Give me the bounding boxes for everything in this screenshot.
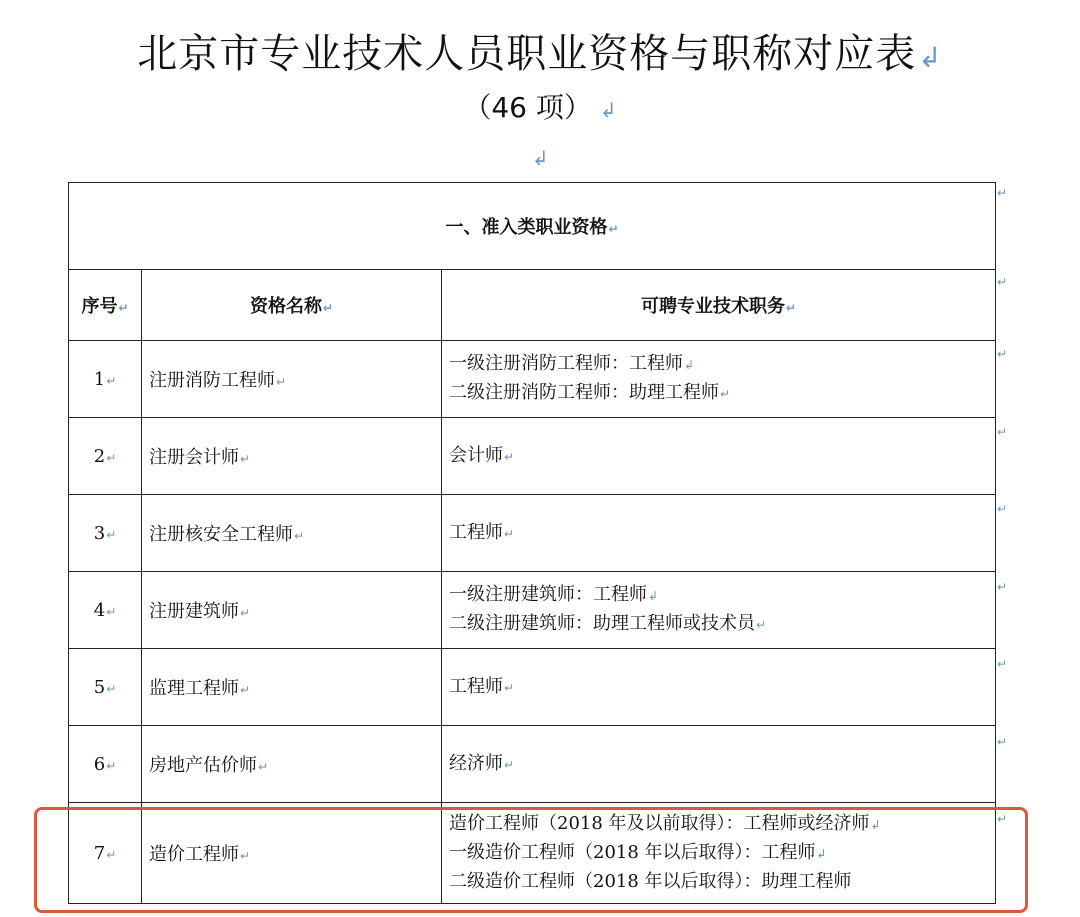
row-end-mark-icon: ↵ <box>997 425 1008 439</box>
row-num: 1 <box>93 368 106 390</box>
document-subtitle-text: （46 项） <box>463 91 592 124</box>
section-title-cell <box>69 183 996 270</box>
cell-mark-icon: ↵ <box>106 604 117 619</box>
row-num-cell <box>69 726 142 803</box>
row-num: 5 <box>93 676 106 698</box>
row-end-mark-icon: ↵ <box>997 735 1008 749</box>
role-text: 一级注册建筑师：工程师 <box>449 584 647 605</box>
role-text: 二级注册消防工程师：助理工程师 <box>449 382 719 403</box>
header-name: 资格名称 <box>249 296 322 317</box>
row-name-cell <box>142 726 442 803</box>
line-break-icon: ↲ <box>816 847 827 861</box>
header-role: 可聘专业技术职务 <box>640 296 785 317</box>
role-line <box>449 581 995 610</box>
cell-mark-icon: ↵ <box>240 683 251 697</box>
row-end-mark-icon: ↵ <box>997 812 1008 826</box>
paragraph-mark-icon: ↲ <box>918 41 943 74</box>
qualification-table <box>68 182 996 904</box>
role-text: 造价工程师（2018 年及以前取得）：工程师或经济师 <box>449 813 870 834</box>
cell-mark-icon: ↵ <box>504 526 515 541</box>
row-role-cell <box>442 803 996 904</box>
line-break-icon: ↲ <box>870 818 881 832</box>
row-num-cell <box>69 341 142 418</box>
cell-mark-icon: ↵ <box>240 452 251 466</box>
qualification-name: 房地产估价师 <box>149 755 257 776</box>
cell-mark-icon: ↵ <box>118 301 129 315</box>
cell-mark-icon: ↵ <box>106 527 117 542</box>
cell-mark-icon: ↵ <box>258 760 269 774</box>
cell-mark-icon: ↵ <box>785 301 797 315</box>
qualification-name: 注册核安全工程师 <box>149 524 293 545</box>
role-line <box>449 350 995 379</box>
role-line <box>449 750 995 779</box>
role-text: 工程师 <box>449 521 503 543</box>
row-role-cell <box>442 418 996 495</box>
cell-mark-icon: ↵ <box>240 606 251 620</box>
row-role-cell <box>442 341 996 418</box>
row-role-cell <box>442 495 996 572</box>
qualification-name: 注册建筑师 <box>149 601 239 622</box>
row-end-mark-icon: ↵ <box>997 347 1008 361</box>
row-end-mark-icon: ↵ <box>997 580 1008 594</box>
header-num-cell <box>69 270 142 341</box>
role-line <box>449 610 995 639</box>
row-name-cell <box>142 649 442 726</box>
line-break-icon: ↲ <box>648 589 659 603</box>
row-name-cell <box>142 341 442 418</box>
row-end-mark-icon: ↵ <box>997 502 1008 516</box>
cell-mark-icon: ↵ <box>504 680 515 695</box>
column-header-row <box>69 270 996 341</box>
role-line <box>449 379 995 408</box>
row-name-cell <box>142 572 442 649</box>
row-num-cell <box>69 418 142 495</box>
row-end-mark-icon: ↵ <box>997 186 1008 200</box>
row-num: 6 <box>93 753 106 775</box>
table-row <box>69 341 996 418</box>
row-end-mark-icon: ↵ <box>997 275 1008 289</box>
qualification-name: 注册消防工程师 <box>149 370 275 391</box>
cell-mark-icon: ↵ <box>106 758 117 773</box>
row-num-cell <box>69 495 142 572</box>
role-line <box>449 810 995 839</box>
header-name-cell <box>142 270 442 341</box>
cell-mark-icon: ↵ <box>106 450 117 465</box>
line-break-icon: ↲ <box>684 358 695 372</box>
section-header-row <box>69 183 996 270</box>
cell-mark-icon: ↵ <box>608 222 619 236</box>
document-title-text: 北京市专业技术人员职业资格与职称对应表 <box>137 31 917 77</box>
cell-mark-icon: ↵ <box>720 387 731 401</box>
document-title <box>0 22 1080 79</box>
role-text: 会计师 <box>449 444 503 466</box>
paragraph-mark-icon: ↲ <box>532 146 549 170</box>
cell-mark-icon: ↵ <box>106 373 117 388</box>
cell-mark-icon: ↵ <box>504 449 515 464</box>
row-num-cell <box>69 649 142 726</box>
table-row <box>69 649 996 726</box>
role-text: 一级注册消防工程师：工程师 <box>449 353 683 374</box>
row-role-cell <box>442 726 996 803</box>
role-text: 经济师 <box>449 752 503 774</box>
row-num: 4 <box>93 599 106 621</box>
cell-mark-icon: ↵ <box>504 757 515 772</box>
cell-mark-icon: ↵ <box>322 301 334 315</box>
row-num-cell <box>69 803 142 904</box>
row-num-cell <box>69 572 142 649</box>
table-row <box>69 572 996 649</box>
row-name-cell <box>142 418 442 495</box>
header-num: 序号 <box>81 296 118 317</box>
row-num: 2 <box>93 445 106 467</box>
role-line <box>449 868 995 896</box>
cell-mark-icon: ↵ <box>276 375 287 389</box>
qualification-name: 造价工程师 <box>149 844 239 865</box>
paragraph-mark-icon: ↲ <box>599 98 617 122</box>
role-line <box>449 442 995 471</box>
cell-mark-icon: ↵ <box>756 618 767 632</box>
row-num: 3 <box>93 522 106 544</box>
section-title: 一、准入类职业资格 <box>445 217 608 238</box>
qualification-name: 注册会计师 <box>149 447 239 468</box>
table-row <box>69 495 996 572</box>
table-row <box>69 726 996 803</box>
row-role-cell <box>442 572 996 649</box>
role-text: 一级造价工程师（2018 年以后取得）：工程师 <box>449 842 816 863</box>
table-row <box>69 418 996 495</box>
role-line <box>449 519 995 548</box>
role-text: 二级注册建筑师：助理工程师或技术员 <box>449 613 755 634</box>
row-name-cell <box>142 803 442 904</box>
row-end-mark-icon: ↵ <box>997 657 1008 671</box>
role-line <box>449 673 995 702</box>
role-line <box>449 839 995 868</box>
qualification-name: 监理工程师 <box>149 678 239 699</box>
row-role-cell <box>442 649 996 726</box>
header-role-cell <box>442 270 996 341</box>
document-subtitle <box>0 86 1080 126</box>
row-num: 7 <box>93 842 106 864</box>
role-text: 工程师 <box>449 675 503 697</box>
row-name-cell <box>142 495 442 572</box>
table-row <box>69 803 996 904</box>
cell-mark-icon: ↵ <box>106 847 117 862</box>
cell-mark-icon: ↵ <box>294 529 305 543</box>
cell-mark-icon: ↵ <box>240 849 251 863</box>
cell-mark-icon: ↵ <box>106 681 117 696</box>
role-text: 二级造价工程师（2018 年以后取得）：助理工程师 <box>449 871 852 892</box>
